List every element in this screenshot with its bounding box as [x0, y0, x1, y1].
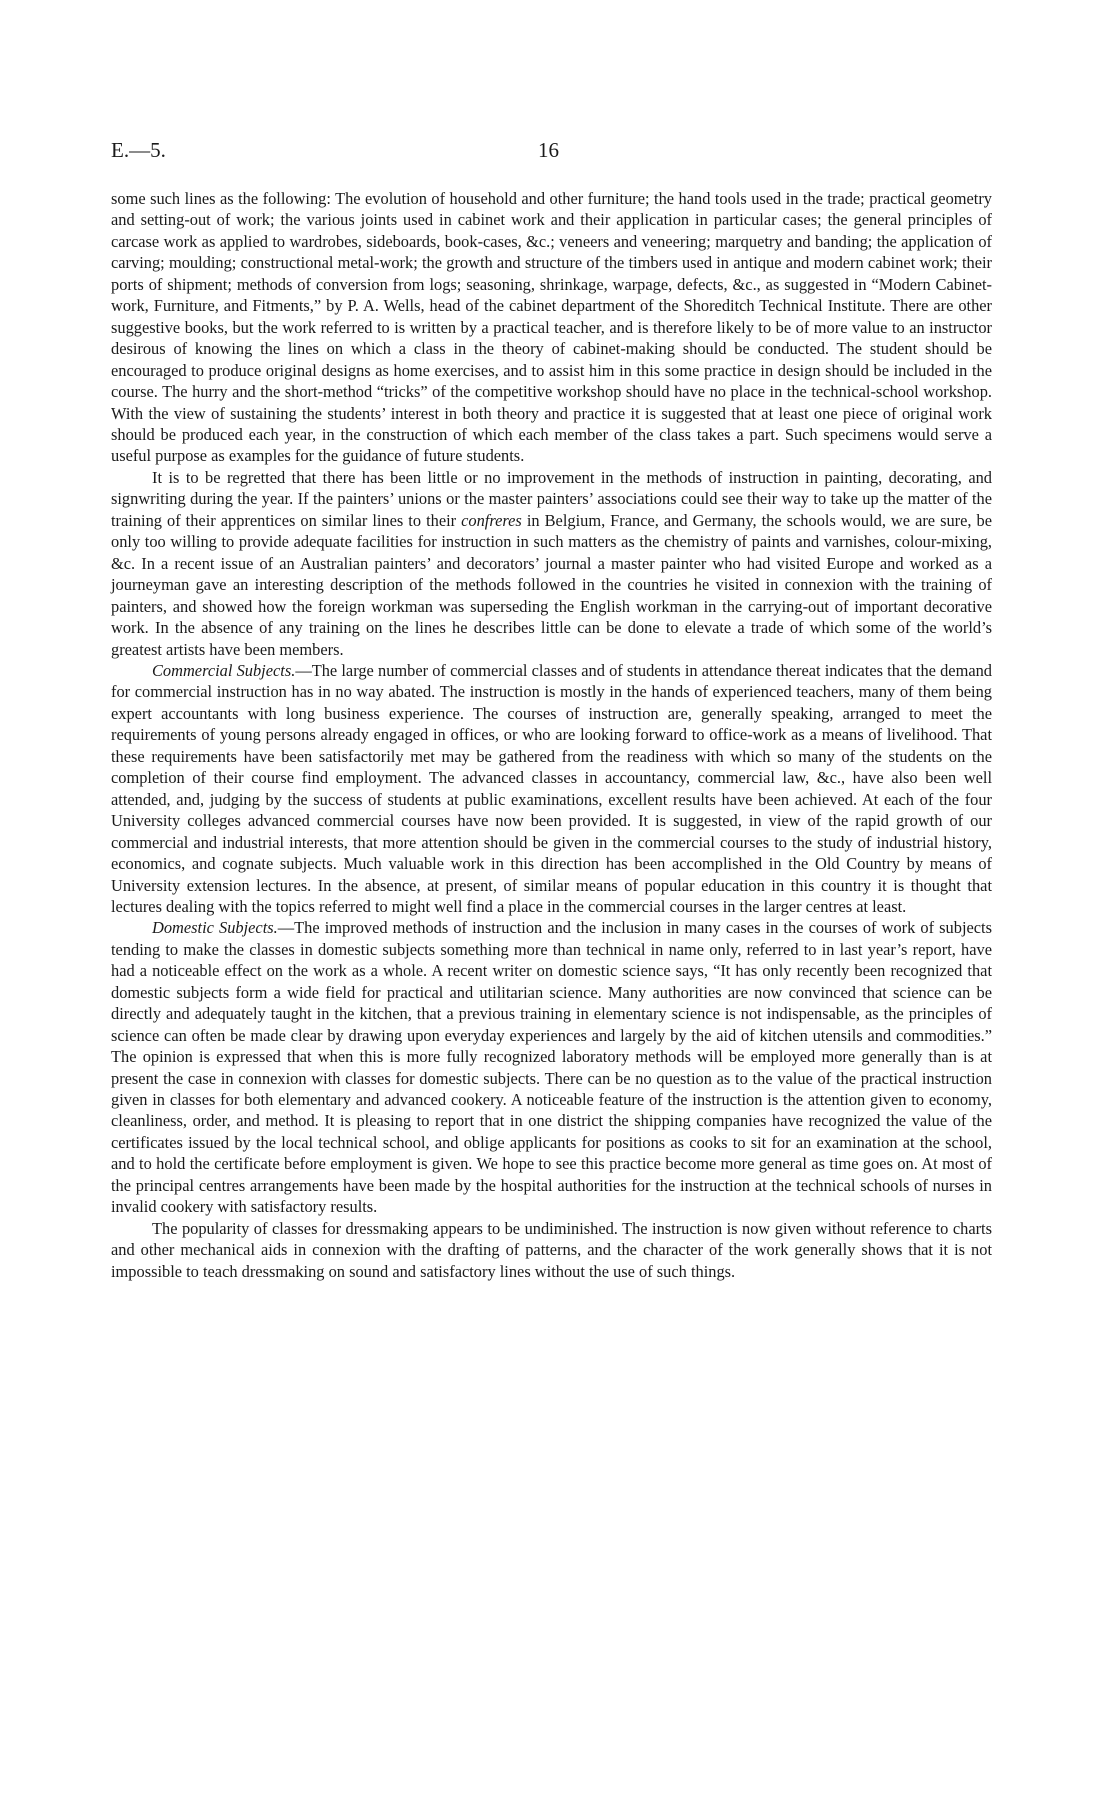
- page-header: [111, 138, 991, 168]
- page-number: 16: [538, 138, 559, 162]
- body-text: [111, 188, 992, 1282]
- paragraph-text: It is to be regretted that there has been little or no improvement in the methods of instruction in painting, decorating, and signwriting during the year. If the painters’ unions or the master painters’ associations could see their way to take up the matter of the training of their apprentices on similar lines to their: [111, 467, 992, 530]
- paragraph-text: some such lines as the following: The evolution of household and other furniture; the hand tools used in the trade; practical geometry and setting-out of work; the various joints used in cabinet work and their application in particular cases; the general principles of carcase work as applied to wardrobes, sideboards, book-cases, &c.; veneers and veneering; marquetry and banding; the application of carving; moulding; constructional metal-work; the growth and structure of the timbers used in antique and modern cabinet work; their ports of shipment; methods of conversion from logs; seasoning, shrinkage, warpage, defects, &c., as suggested in “Modern Cabinet-work, Furniture, and Fitments,” by P. A. Wells, head of the cabinet department of the Shoreditch Technical Institute. There are other suggestive books, but the work referred to is written by a practical teacher, and is therefore likely to be of more value to an instructor desirous of knowing the lines on which a class in the theory of cabinet-making should be conducted. The student should be encouraged to produce original designs as home exercises, and to assist him in this some practice in design should be included in the course. The hurry and the short-method “tricks” of the competitive workshop should have no place in the technical-school workshop. With the view of sustaining the students’ interest in both theory and practice it is suggested that at least one piece of original work should be produced each year, in the construction of which each member of the class takes a part. Such specimens would serve a useful purpose as examples for the guidance of future students.: [111, 189, 992, 466]
- section-heading: Commercial Subjects.: [152, 660, 296, 680]
- paragraph-text: The popularity of classes for dressmaking appears to be undiminished. The instruction is now given without reference to charts and other mechanical aids in connexion with the drafting of patterns, and the character of the work generally shows that it is not impossible to teach dressmaking on sound and satisfactory lines without the use of such things.: [111, 1218, 992, 1281]
- paragraph-text: —The large number of commercial classes and of students in attendance thereat indicates that the demand for commercial instruction has in no way abated. The instruction is mostly in the hands of experienced teachers, many of them being expert accountants with long business experience. The courses of instruction are, generally speaking, arranged to meet the requirements of young persons already engaged in offices, or who are looking forward to office-work as a means of livelihood. That these requirements have been satisfactorily met may be gathered from the readiness with which so many of the students on the completion of their course find employment. The advanced classes in accountancy, commercial law, &c., have also been well attended, and, judging by the success of students at public examinations, excellent results have been achieved. At each of the four University colleges advanced commercial courses have now been provided. It is suggested, in view of the rapid growth of our commercial and industrial interests, that more attention should be given in the commercial courses to the study of industrial history, economics, and cognate subjects. Much valuable work in this direction has been accomplished in the Old Country by means of University extension lectures. In the absence, at present, of similar means of popular education in this country it is thought that lectures dealing with the topics referred to might well find a place in the commercial courses in the larger centres at least.: [111, 660, 992, 916]
- paragraph-painting: [111, 467, 992, 660]
- document-reference: E.—5.: [111, 138, 166, 162]
- paragraph-text: —The improved methods of instruction and the inclusion in many cases in the courses of work of subjects tending to make the classes in domestic subjects something more than technical in name only, referred to in last year’s report, have had a noticeable effect on the work as a whole. A recent writer on domestic science says, “It has only recently been recognized that domestic subjects form a wide field for practical and utilitarian science. Many authorities are now convinced that science can be directly and adequately taught in the kitchen, that a previous training in elementary science is not indispensable, as the principles of science can often be made clear by drawing upon everyday experiences and largely by the aid of kitchen utensils and commodities.” The opinion is expressed that when this is more fully recognized laboratory methods will be employed more generally than is at present the case in connexion with classes for domestic subjects. There can be no question as to the value of the practical instruction given in classes for both elementary and advanced cookery. A noticeable feature of the instruction is the attention given to economy, cleanliness, order, and method. It is pleasing to report that in one district the shipping companies have recognized the value of the certificates issued by the local technical school, and oblige applicants for positions as cooks to sit for an examination at the school, and to hold the certificate before employment is given. We hope to see this practice become more general as time goes on. At most of the principal centres arrangements have been made by the hospital authorities for the instruction at the technical schools of nurses in invalid cookery with satisfactory results.: [111, 918, 992, 1217]
- paragraph-text: in Belgium, France, and Germany, the schools would, we are sure, be only too willing to provide adequate facilities for instruction in such matters as the chemistry of paints and varnishes, colour-mixing, &c. In a recent issue of an Australian painters’ and decorators’ journal a master painter who had visited Europe and worked as a journeyman gave an interesting description of the methods followed in the countries he visited in connexion with the training of painters, and showed how the foreign workman was superseding the English workman in the carrying-out of important decorative work. In the absence of any training on the lines he describes little can be done to elevate a trade of which some of the world’s greatest artists have been members.: [111, 510, 992, 659]
- paragraph-dressmaking: [111, 1218, 992, 1282]
- paragraph-commercial-subjects: [111, 660, 992, 917]
- italic-term: confreres: [461, 510, 522, 530]
- section-heading: Domestic Subjects.: [152, 918, 278, 938]
- paragraph-cabinet-work: [111, 188, 992, 467]
- paragraph-domestic-subjects: [111, 917, 992, 1217]
